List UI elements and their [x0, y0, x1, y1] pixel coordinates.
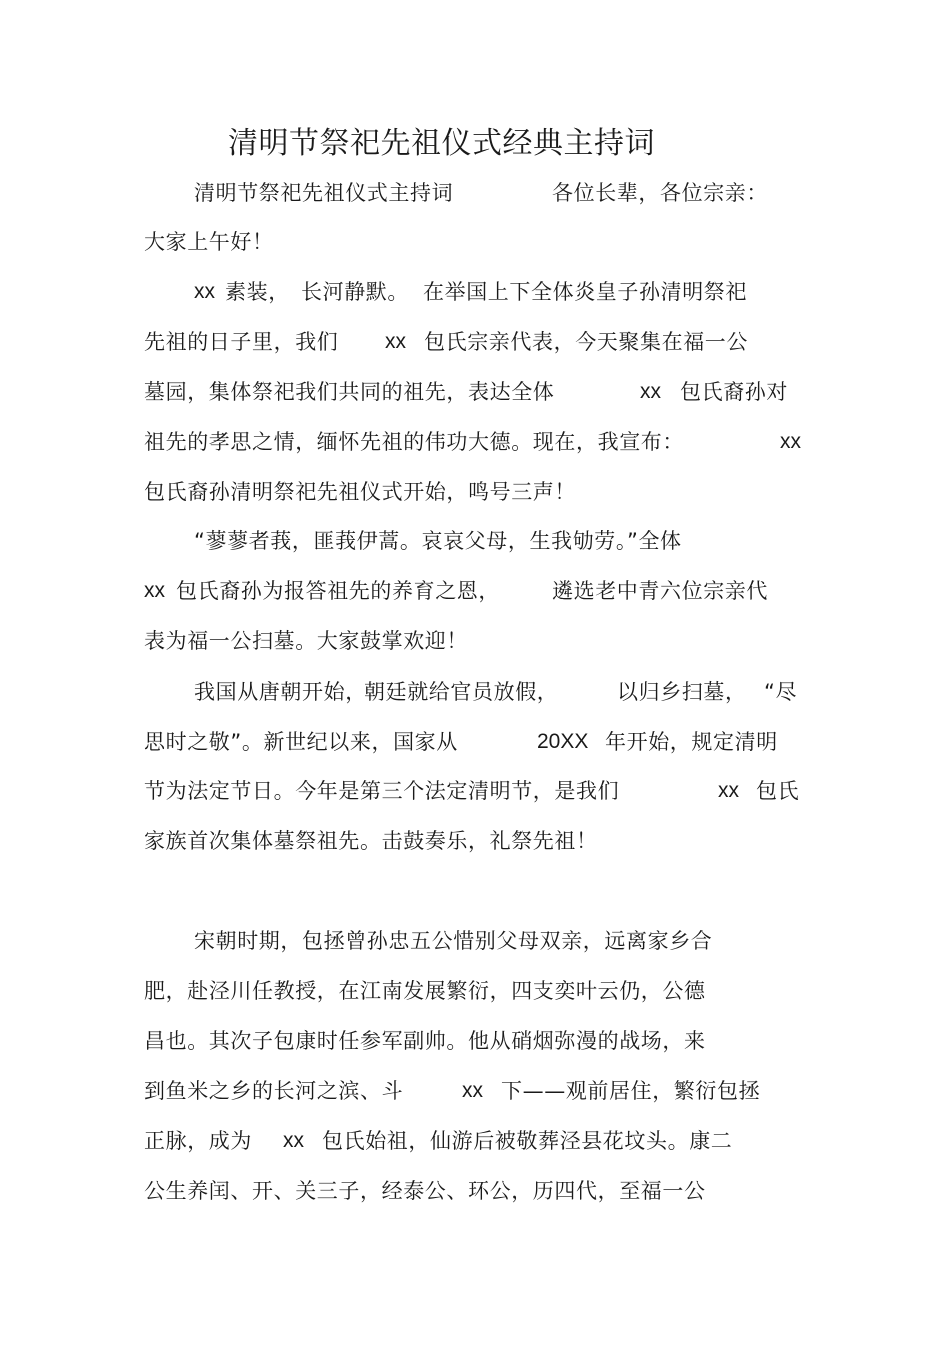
text-segment: 各位长辈，各位宗亲：: [552, 181, 768, 205]
text-segment: xx: [780, 430, 801, 453]
text-segment: 朝廷就给官员放假，: [364, 680, 559, 704]
text-segment: 墓园，集体祭祀我们共同的祖先，表达全体: [144, 380, 555, 404]
text-segment: xx: [385, 330, 406, 353]
text-segment: xx: [718, 779, 739, 802]
page-title: 清明节祭祀先祖仪式经典主持词: [228, 126, 655, 161]
text-segment: 素装，: [225, 280, 290, 304]
paragraph-line: 表为福一公扫墓。大家鼓掌欢迎！: [144, 629, 468, 653]
paragraph-line: 宋朝时期，包拯曾孙忠五公惜别父母双亲，远离家乡合: [194, 929, 713, 953]
text-segment: 清明节祭祀先祖仪式主持词: [194, 181, 454, 205]
paragraph-line: 公生养闰、开、关三子，经泰公、环公，历四代，至福一公: [144, 1179, 706, 1203]
text-segment: 正脉，成为: [144, 1129, 252, 1153]
text-segment: 先祖的日子里，我们: [144, 330, 339, 354]
text-segment: “尽: [764, 680, 798, 704]
text-segment: 包氏裔孙对: [680, 380, 788, 404]
text-segment: 以归乡扫墓，: [617, 680, 747, 704]
paragraph-line: 大家上午好！: [144, 230, 274, 254]
text-segment: 20XX: [537, 730, 589, 753]
text-segment: xx: [144, 579, 165, 602]
text-segment: 长河静默。: [301, 280, 409, 304]
paragraph-line: 家族首次集体墓祭祖先。击鼓奏乐，礼祭先祖！: [144, 829, 598, 853]
text-segment: 遴选老中青六位宗亲代: [552, 579, 768, 603]
text-segment: 包氏始祖，仙游后被敬葬泾县花坟头。康二: [322, 1129, 733, 1153]
text-segment: 包氏裔孙为报答祖先的养育之恩，: [176, 579, 500, 603]
paragraph-line: “蓼蓼者莪，匪莪伊蒿。哀哀父母，生我劬劳。”全体: [194, 529, 682, 553]
paragraph-line: 昌也。其次子包康时任参军副帅。他从硝烟弥漫的战场，来: [144, 1029, 706, 1053]
paragraph-line: 包氏裔孙清明祭祀先祖仪式开始，鸣号三声！: [144, 480, 576, 504]
text-segment: 包氏: [756, 779, 800, 803]
text-segment: xx: [462, 1079, 483, 1102]
text-segment: xx: [283, 1129, 304, 1152]
text-segment: xx: [640, 380, 661, 403]
paragraph-line: 肥，赴泾川任教授，在江南发展繁衍，四支奕叶云仍，公德: [144, 979, 706, 1003]
text-segment: 下——观前居住，繁衍包拯: [501, 1079, 761, 1103]
text-segment: 年开始，规定清明: [605, 730, 778, 754]
text-segment: 节为法定节日。今年是第三个法定清明节，是我们: [144, 779, 620, 803]
text-segment: 我国从唐朝开始，: [194, 680, 367, 704]
text-segment: 在举国上下全体炎皇子孙清明祭祀: [423, 280, 747, 304]
text-segment: 到鱼米之乡的长河之滨、斗: [144, 1079, 404, 1103]
text-segment: 包氏宗亲代表，今天聚集在福一公: [424, 330, 748, 354]
text-segment: 祖先的孝思之情，缅怀先祖的伟功大德。现在，我宣布：: [144, 430, 684, 454]
text-segment: xx: [194, 280, 215, 303]
text-segment: 思时之敬”。新世纪以来，国家从: [144, 730, 458, 754]
